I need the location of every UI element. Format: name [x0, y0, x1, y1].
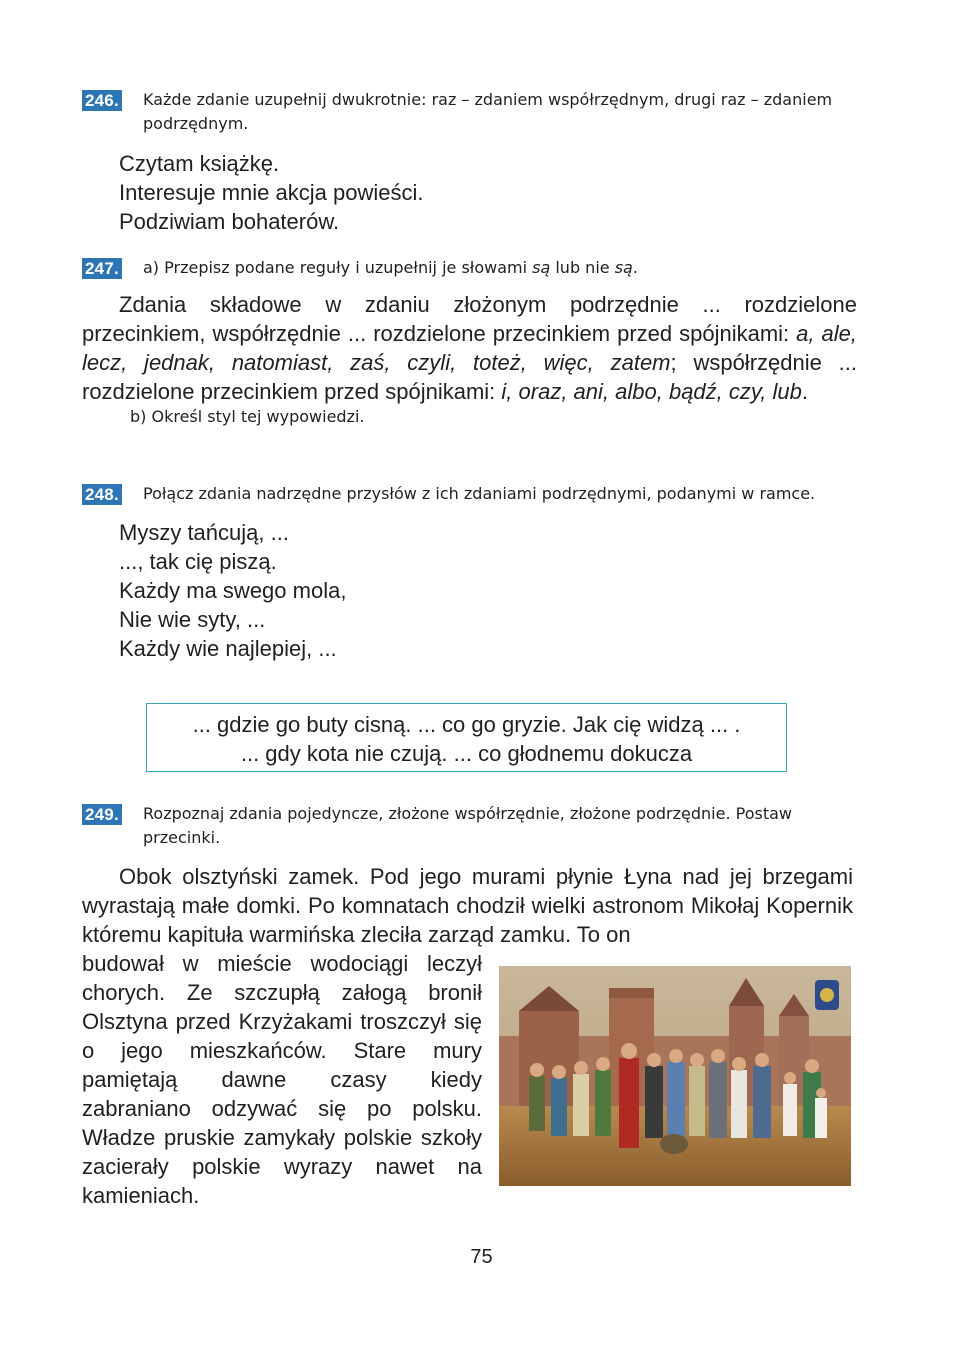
- sentence: Interesuje mnie akcja powieści.: [119, 180, 424, 205]
- exercise-instruction: Rozpoznaj zdania pojedyncze, złożone współrzędnie, złożone podrzędnie. Postaw przecinki.: [143, 804, 792, 847]
- subtask-b: b) Określ styl tej wypowiedzi.: [130, 407, 365, 426]
- proverb-line: Każdy ma swego mola,: [119, 578, 347, 603]
- proverb-line: Nie wie syty, ...: [119, 607, 266, 632]
- exercise-248-header: [82, 482, 857, 506]
- paragraph-wrapped: budował w mieście wodociągi leczył chorych. Ze szczupłą załogą bronił Olsztyna przed Krzyżakami troszczył się o jego mieszkańców. Stare mury pamiętają dawne czasy kiedy zabraniano odzywać się po polsku. Władze pruskie zamykały polskie szkoły zacierały polskie wyrazy nawet na kamieniach.: [82, 951, 482, 1208]
- page-number: 75: [470, 1246, 493, 1268]
- instruction-text: .: [632, 258, 638, 277]
- exercise-instruction: [143, 256, 857, 280]
- rule-text: ; współrzędnie ... rozdzielone przecinkiem przed spójnikami:: [82, 350, 858, 404]
- exercise-249: [82, 802, 857, 850]
- proverb-list: [119, 518, 857, 663]
- exercise-number: 246.: [82, 90, 122, 111]
- instruction-text: a) Przepisz podane reguły i uzupełnij je słowami: [143, 258, 533, 277]
- exercise-246: [82, 88, 857, 236]
- exercise-246-header: [82, 88, 857, 136]
- sentence: Podziwiam bohaterów.: [119, 209, 340, 234]
- exercise-instruction: Połącz zdania nadrzędne przysłów z ich zdaniami podrzędnymi, podanymi w ramce.: [143, 484, 816, 503]
- exercise-248: [82, 482, 857, 663]
- frame-line: ... gdzie go buty cisną. ... co go gryzie. Jak cię widzą ... .: [192, 712, 741, 737]
- exercise-247-header: [82, 256, 857, 280]
- proverb-line: ..., tak cię piszą.: [119, 549, 277, 574]
- sentence: Czytam książkę.: [119, 151, 280, 176]
- copernicus-painting: [499, 966, 851, 1186]
- exercise-instruction: Każde zdanie uzupełnij dwukrotnie: raz – zdaniem współrzędnym, drugi raz – zdaniem podrzędnym.: [143, 90, 833, 133]
- sentence-list: [119, 149, 857, 236]
- instruction-term: są: [532, 258, 551, 277]
- instruction-term: są: [614, 258, 633, 277]
- conjunction-list: i, oraz, ani, albo, bądź, czy, lub: [501, 379, 802, 404]
- paragraph-full-width: Obok olsztyński zamek. Pod jego murami płynie Łyna nad jej brzegami wyrastają małe domki. Po komnatach chodził wielki astronom Mikołaj Kopernik któremu kapituła warmińska zleciła zarząd zamku. To on: [82, 864, 853, 947]
- instruction-text: lub nie: [550, 258, 615, 277]
- exercise-number: 248.: [82, 484, 122, 505]
- exercise-number: 247.: [82, 258, 122, 279]
- rule-text: .: [801, 379, 808, 404]
- frame-line: ... gdy kota nie czują. ... co głodnemu dokucza: [240, 741, 693, 766]
- proverb-line: Każdy wie najlepiej, ...: [119, 636, 337, 661]
- answer-frame: [146, 703, 787, 772]
- rule-paragraph: [82, 290, 857, 406]
- conjunction-list: a, ale, lecz, jednak, natomiast, zaś, czyli, toteż, więc, zatem: [82, 321, 857, 375]
- proverb-line: Myszy tańcują, ...: [119, 520, 289, 545]
- exercise-247: [82, 256, 857, 428]
- exercise-number: 249.: [82, 804, 122, 825]
- exercise-249-header: [82, 802, 857, 850]
- rule-text: Zdania składowe w zdaniu złożonym podrzędnie ... rozdzielone przecinkiem, współrzędnie ... rozdzielone przecinkiem przed spójnikami:: [82, 292, 857, 346]
- painting-image: [499, 966, 851, 1186]
